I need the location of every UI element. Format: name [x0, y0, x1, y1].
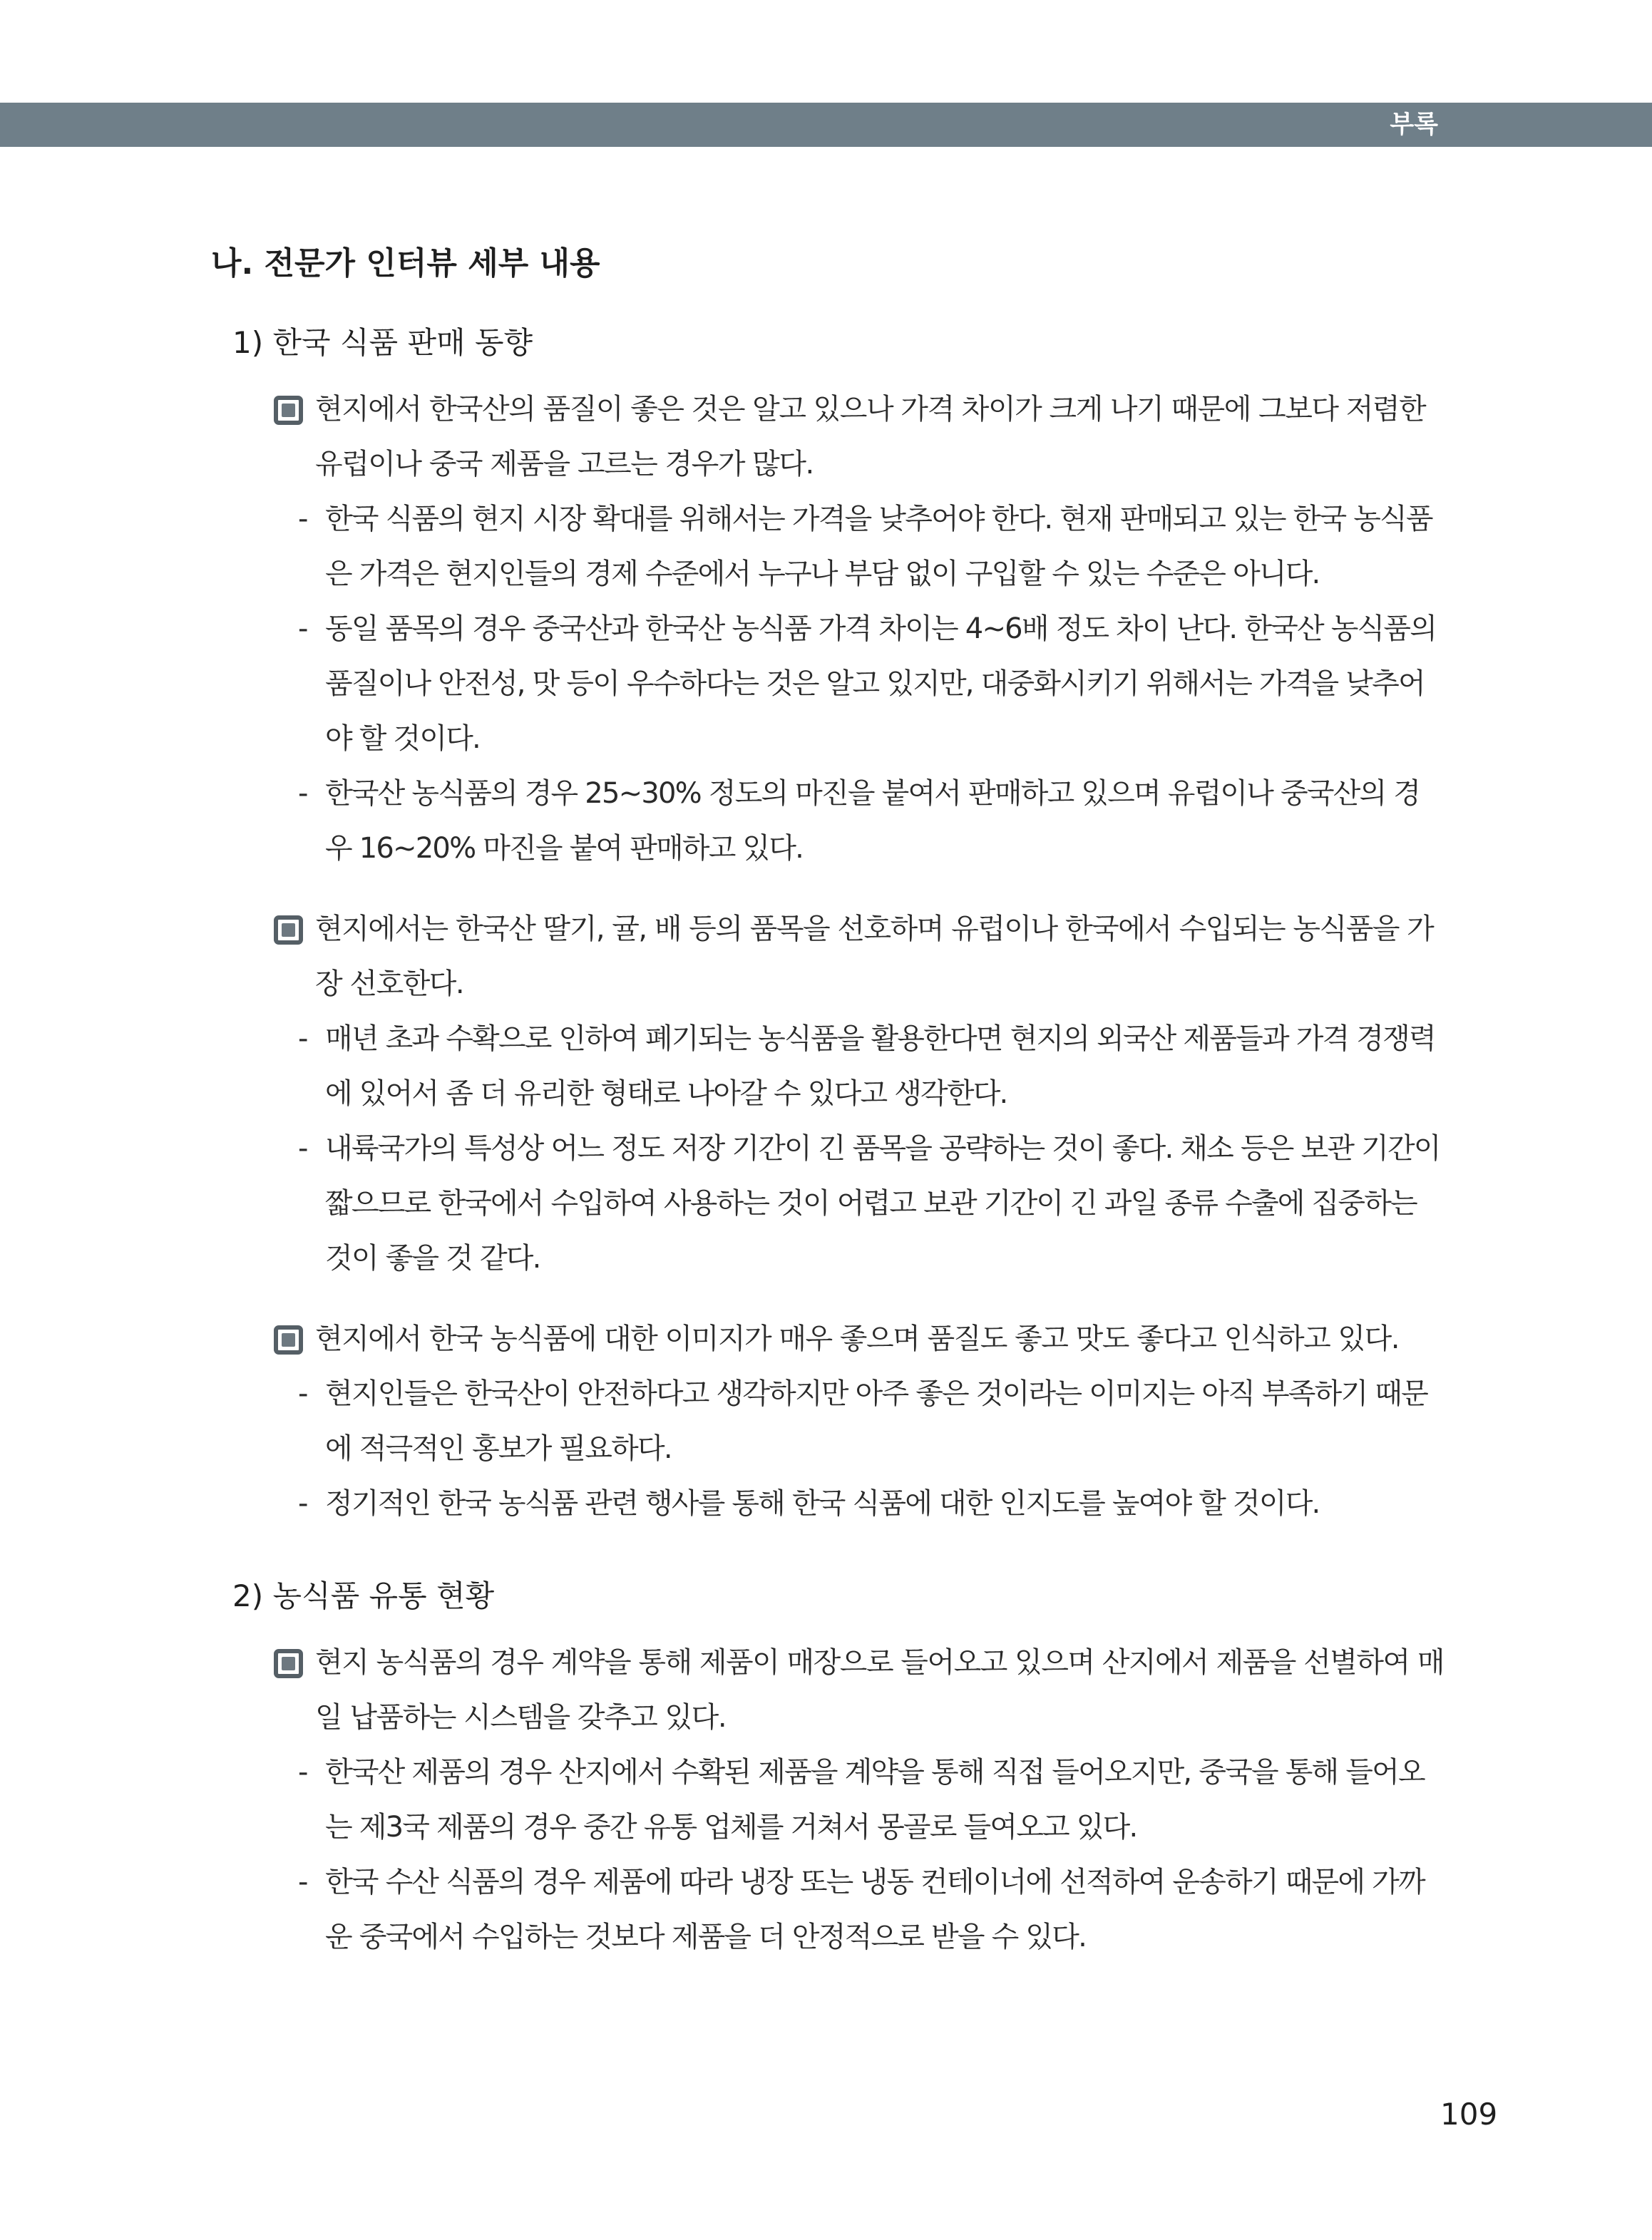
sub-bullet-text: 한국산 농식품의 경우 25~30% 정도의 마진을 붙여서 판매하고 있으며 유럽이나 중국산의 경우 16~20% 마진을 붙여 판매하고 있다. — [325, 777, 1420, 865]
dash-marker: - — [298, 1866, 307, 1899]
sub-bullet-text: 동일 품목의 경우 중국산과 한국산 농식품 가격 차이는 4~6배 정도 차이 난다. 한국산 농식품의 품질이나 안전성, 맛 등이 우수하다는 것은 알고 있지만, 대중화시키기 위해서는 가격을 낮추어야 할 것이다. — [325, 612, 1437, 755]
section-heading: 나. 전문가 인터뷰 세부 내용 — [211, 245, 600, 282]
sub-bullet-text: 한국 수산 식품의 경우 제품에 따라 냉장 또는 냉동 컨테이너에 선적하여 운송하기 때문에 가까운 중국에서 수입하는 것보다 제품을 더 안정적으로 받을 수 있다. — [325, 1866, 1425, 1953]
dash-marker: - — [298, 1022, 307, 1055]
checkbox-bullet-icon — [274, 1325, 303, 1355]
bullet-text-content: 현지에서는 한국산 딸기, 귤, 배 등의 품목을 선호하며 유럽이나 한국에서 수입되는 농식품을 가장 선호한다. — [315, 913, 1434, 1000]
bullet-item — [211, 902, 1445, 1286]
sub-bullet-text: 매년 초과 수확으로 인하여 폐기되는 농식품을 활용한다면 현지의 외국산 제품들과 가격 경쟁력에 있어서 좀 더 유리한 형태로 나아갈 수 있다고 생각한다. — [325, 1022, 1435, 1110]
sub-bullet — [211, 766, 1445, 876]
bullet-item — [211, 382, 1445, 876]
bullet-text-content: 현지에서 한국 농식품에 대한 이미지가 매우 좋으며 품질도 좋고 맛도 좋다고 인식하고 있다. — [315, 1322, 1399, 1355]
header-band — [0, 103, 1652, 147]
sub-bullet — [211, 1476, 1445, 1531]
bullet-text — [211, 1312, 1445, 1367]
sub-bullet-text: 한국산 제품의 경우 산지에서 수확된 제품을 계약을 통해 직접 들어오지만, 중국을 통해 들어오는 제3국 제품의 경우 중간 유통 업체를 거쳐서 몽골로 들여오고 있다. — [325, 1756, 1425, 1844]
bullet-item — [211, 1635, 1445, 1965]
checkbox-bullet-icon — [274, 1649, 303, 1678]
dash-marker: - — [298, 1377, 307, 1410]
sub-bullet — [211, 1121, 1445, 1286]
bullet-text-content: 현지 농식품의 경우 계약을 통해 제품이 매장으로 들어오고 있으며 산지에서 제품을 선별하여 매일 납품하는 시스템을 갖추고 있다. — [315, 1646, 1445, 1734]
subsection-title: 1) 한국 식품 판매 동향 — [232, 325, 533, 360]
dash-marker: - — [298, 612, 307, 645]
checkbox-bullet-icon — [274, 915, 303, 945]
dash-marker: - — [298, 777, 307, 810]
sub-bullet — [211, 1745, 1445, 1855]
sub-bullet-text: 현지인들은 한국산이 안전하다고 생각하지만 아주 좋은 것이라는 이미지는 아직 부족하기 때문에 적극적인 홍보가 필요하다. — [325, 1377, 1427, 1465]
bullet-text-content: 현지에서 한국산의 품질이 좋은 것은 알고 있으나 가격 차이가 크게 나기 때문에 그보다 저렴한 유럽이나 중국 제품을 고르는 경우가 많다. — [315, 393, 1426, 481]
sub-bullet-text: 내륙국가의 특성상 어느 정도 저장 기간이 긴 품목을 공략하는 것이 좋다. 채소 등은 보관 기간이 짧으므로 한국에서 수입하여 사용하는 것이 어렵고 보관 기간이 긴 과일 종류 수출에 집중하는 것이 좋을 것 같다. — [325, 1132, 1440, 1275]
sub-bullet-text: 정기적인 한국 농식품 관련 행사를 통해 한국 식품에 대한 인지도를 높여야 할 것이다. — [325, 1487, 1320, 1520]
subsection-title: 2) 농식품 유통 현황 — [232, 1578, 495, 1613]
dash-marker: - — [298, 503, 307, 535]
dash-marker: - — [298, 1487, 307, 1520]
sub-bullet — [211, 1367, 1445, 1476]
bullet-item — [211, 1312, 1445, 1531]
header-title: 부록 — [1390, 111, 1438, 139]
page-content — [211, 242, 1445, 1990]
dash-marker: - — [298, 1132, 307, 1165]
bullet-text — [211, 902, 1445, 1012]
dash-marker: - — [298, 1756, 307, 1789]
sub-bullet — [211, 602, 1445, 766]
checkbox-bullet-icon — [274, 396, 303, 425]
sub-bullet — [211, 1855, 1445, 1965]
bullet-text — [211, 382, 1445, 492]
page-number: 109 — [1440, 2097, 1498, 2132]
sub-bullet — [211, 492, 1445, 602]
sub-bullet-text: 한국 식품의 현지 시장 확대를 위해서는 가격을 낮추어야 한다. 현재 판매되고 있는 한국 농식품은 가격은 현지인들의 경제 수준에서 누구나 부담 없이 구입할 수 있는 수준은 아니다. — [325, 503, 1432, 590]
bullet-text — [211, 1635, 1445, 1745]
sub-bullet — [211, 1012, 1445, 1121]
